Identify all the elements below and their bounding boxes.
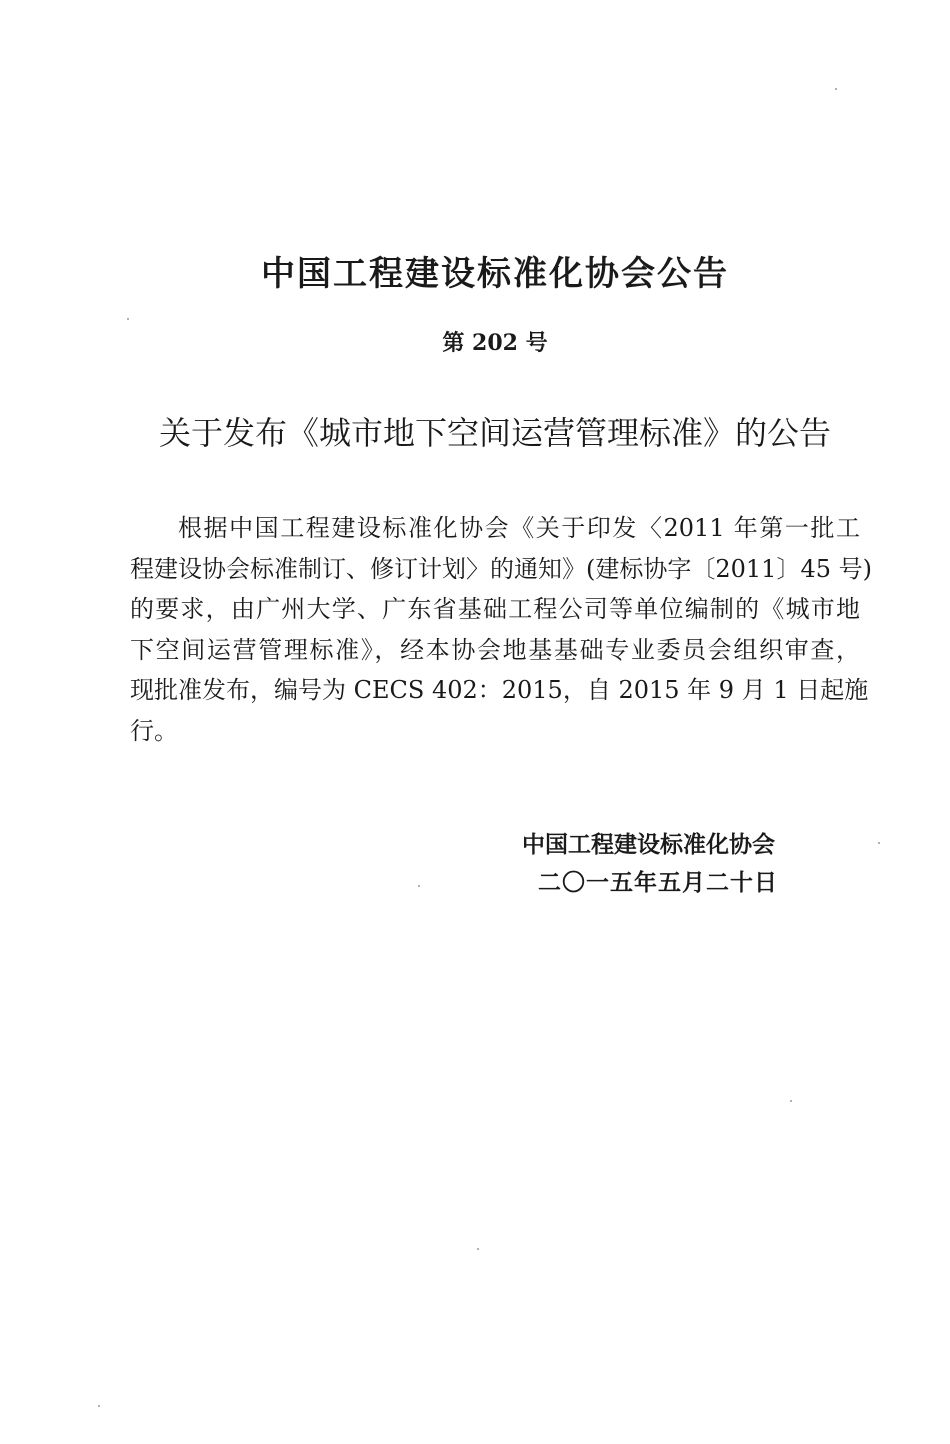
announcement-body <box>130 508 872 751</box>
scan-speck <box>477 1248 479 1250</box>
body-line-4: 下空间运营管理标准》，经本协会地基基础专业委员会组织审查， <box>130 635 860 664</box>
scan-speck <box>790 1100 792 1102</box>
body-line-1: 根据中国工程建设标准化协会《关于印发〈2011 年第一批工 <box>178 514 860 542</box>
announcement-number: 第 202 号 <box>442 330 548 356</box>
scan-speck <box>98 1405 100 1407</box>
signature-date: 二〇一五年五月二十日 <box>538 870 778 896</box>
org-title: 中国工程建设标准化协会公告 <box>261 254 729 294</box>
scan-speck <box>835 88 837 90</box>
body-line-6: 行。 <box>130 716 178 745</box>
signature-org: 中国工程建设标准化协会 <box>522 832 775 858</box>
scan-speck <box>878 842 880 844</box>
body-line-5: 现批准发布，编号为 CECS 402：2015，自 2015 年 9 月 1 日起施 <box>130 676 869 704</box>
body-line-3: 的要求，由广州大学、广东省基础工程公司等单位编制的《城市地 <box>130 595 860 623</box>
body-line-2: 程建设协会标准制订、修订计划〉的通知》(建标协字〔2011〕45 号) <box>130 554 872 583</box>
scan-speck <box>127 318 129 320</box>
scan-speck <box>418 885 420 887</box>
signature-block <box>522 826 778 902</box>
announcement-subject: 关于发布《城市地下空间运营管理标准》的公告 <box>158 414 831 452</box>
